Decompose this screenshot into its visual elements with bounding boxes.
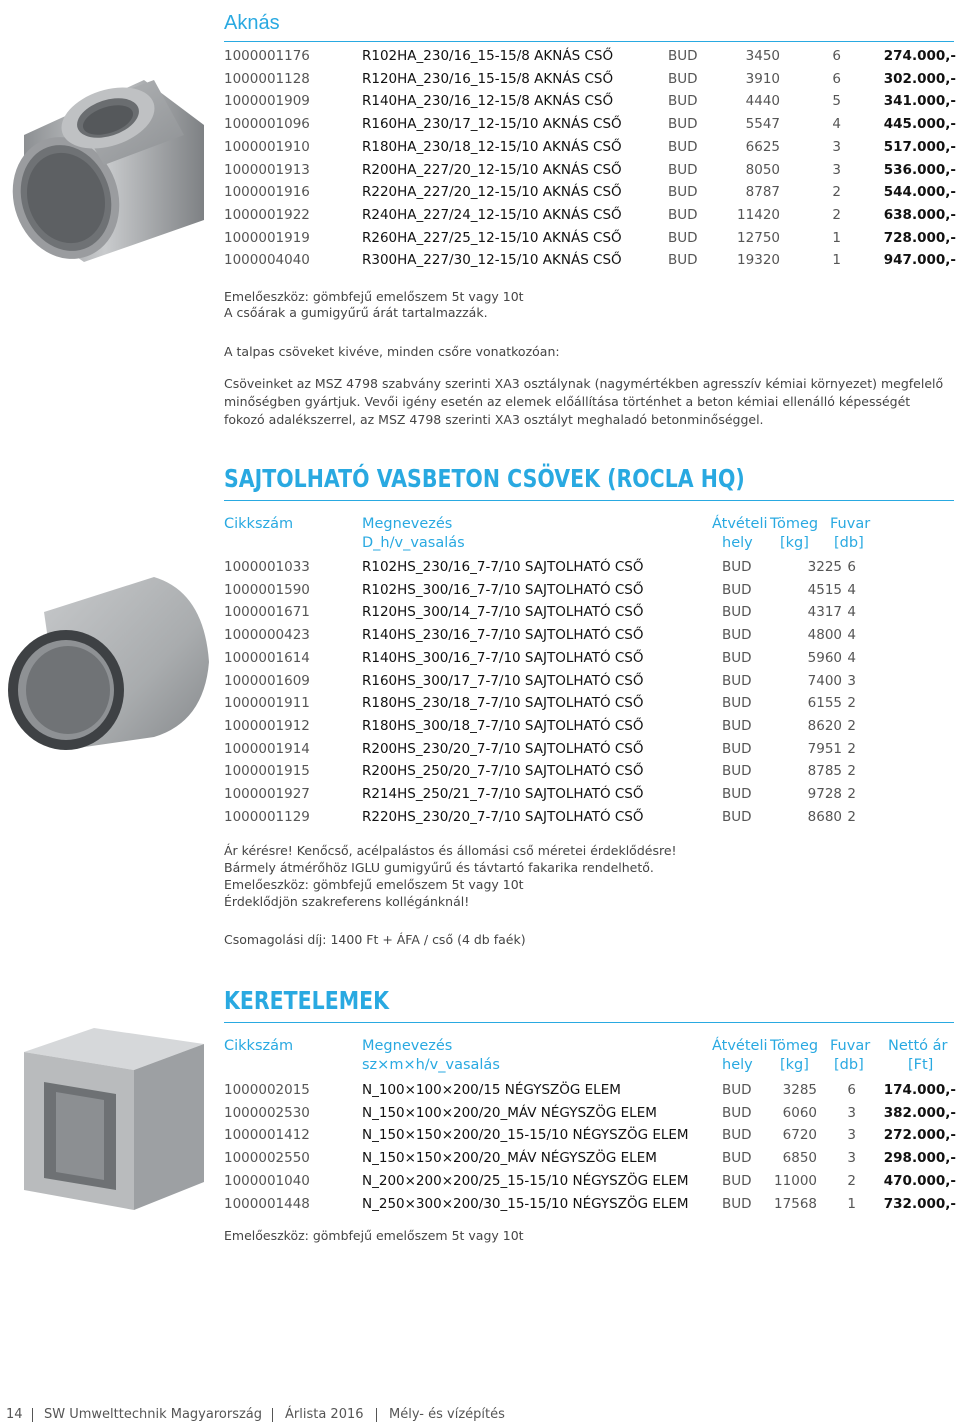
col-header-code: Cikkszám xyxy=(224,516,294,532)
row-weight: 9728 xyxy=(807,786,842,802)
row-code: 1000000423 xyxy=(224,627,310,644)
row-location: BUD xyxy=(668,206,698,223)
row-name: R120HA_230/16_15-15/8 AKNÁS CSŐ xyxy=(362,70,614,87)
table-row xyxy=(224,1170,956,1192)
row-location: BUD xyxy=(722,1195,752,1212)
row-name: R102HA_230/16_15-15/8 AKNÁS CSŐ xyxy=(362,48,614,64)
row-weight: 3910 xyxy=(745,70,780,87)
row-weight: 8050 xyxy=(745,161,780,178)
row-name: N_150×150×200/20_MÁV NÉGYSZÖG ELEM xyxy=(362,1150,657,1167)
col-header-name-sub: sz×m×h/v_vasalás xyxy=(362,1057,500,1073)
table-row xyxy=(224,601,956,623)
page-footer xyxy=(0,1406,960,1424)
row-code: 1000001911 xyxy=(224,695,310,712)
note-contact: Érdeklődjön szakreferens kollégánknál! xyxy=(224,894,470,909)
table-row xyxy=(224,579,956,601)
table-row xyxy=(224,692,956,714)
row-name: R220HS_230/20_7-7/10 SAJTOLHATÓ CSŐ xyxy=(362,808,644,825)
row-location: BUD xyxy=(722,1127,752,1144)
row-name: R260HA_227/25_12-15/10 AKNÁS CSŐ xyxy=(362,229,622,246)
row-code: 1000001609 xyxy=(224,672,310,689)
row-price: 732.000,- xyxy=(883,1195,956,1212)
col-header-location-sub: hely xyxy=(722,535,753,551)
table-row xyxy=(224,159,956,181)
row-location: BUD xyxy=(668,252,698,269)
row-code: 1000001912 xyxy=(224,717,310,734)
note-price-request: Ár kérésre! Kenőcső, acélpalástos és állomási cső méretei érdeklődésre! xyxy=(224,843,677,858)
row-freight: 6 xyxy=(847,559,856,575)
row-location: BUD xyxy=(722,763,752,780)
row-location: BUD xyxy=(668,229,698,246)
row-name: R140HS_300/16_7-7/10 SAJTOLHATÓ CSŐ xyxy=(362,649,644,666)
paragraph-line: fokozó adalékszerrel, az MSZ 4798 szerinti XA3 osztályt meghaladó betonminőséggel. xyxy=(224,412,764,427)
row-freight: 6 xyxy=(847,1082,856,1098)
footer-separator xyxy=(272,1408,273,1422)
row-weight: 4317 xyxy=(807,604,842,621)
col-header-price-sub: [Ft] xyxy=(908,1057,934,1073)
table-row xyxy=(224,181,956,203)
col-header-freight: Fuvar xyxy=(830,1038,871,1054)
table-row xyxy=(224,1193,956,1215)
row-code: 1000001040 xyxy=(224,1172,310,1189)
row-code: 1000001916 xyxy=(224,184,310,201)
row-freight: 3 xyxy=(832,161,841,178)
row-price: 638.000,- xyxy=(883,206,956,223)
page-number: 14 xyxy=(6,1407,23,1422)
row-location: BUD xyxy=(668,48,698,64)
row-name: N_150×100×200/20_MÁV NÉGYSZÖG ELEM xyxy=(362,1104,657,1121)
row-weight: 3285 xyxy=(782,1082,817,1098)
col-header-location-sub: hely xyxy=(722,1057,753,1073)
row-location: BUD xyxy=(722,672,752,689)
row-freight: 4 xyxy=(832,116,841,133)
col-header-location: Átvételi xyxy=(712,1038,768,1054)
row-price: 947.000,- xyxy=(883,252,956,269)
row-freight: 4 xyxy=(847,581,856,598)
row-location: BUD xyxy=(722,1104,752,1121)
row-weight: 8680 xyxy=(807,808,842,825)
row-name: R200HS_250/20_7-7/10 SAJTOLHATÓ CSŐ xyxy=(362,763,644,780)
table-row xyxy=(224,113,956,135)
row-location: BUD xyxy=(722,1172,752,1189)
col-header-weight: Tömeg xyxy=(770,1038,819,1054)
row-name: R240HA_227/24_12-15/10 AKNÁS CSŐ xyxy=(362,206,622,223)
row-name: R214HS_250/21_7-7/10 SAJTOLHATÓ CSŐ xyxy=(362,786,644,802)
section-rule xyxy=(224,1022,954,1023)
row-price: 302.000,- xyxy=(883,70,956,87)
row-freight: 3 xyxy=(847,1150,856,1167)
table-row xyxy=(224,45,956,67)
col-header-code: Cikkszám xyxy=(224,1038,294,1054)
section-title-sajtolhato: SAJTOLHATÓ VASBETON CSÖVEK (ROCLA HQ) xyxy=(224,464,745,493)
table-row xyxy=(224,1102,956,1124)
row-weight: 11420 xyxy=(737,206,780,223)
table-row xyxy=(224,760,956,782)
row-code: 1000001910 xyxy=(224,138,310,155)
table-row xyxy=(224,783,956,805)
footer-separator xyxy=(32,1408,33,1422)
row-weight: 6060 xyxy=(782,1104,817,1121)
row-location: BUD xyxy=(668,138,698,155)
row-weight: 4440 xyxy=(745,93,780,110)
paragraph-line: Csöveinket az MSZ 4798 szabvány szerinti XA3 osztálynak (nagymértékben agresszív kémiai környezet) megfelelő xyxy=(224,376,944,391)
row-freight: 4 xyxy=(847,627,856,644)
row-weight: 8787 xyxy=(745,184,780,201)
col-header-location: Átvételi xyxy=(712,516,768,532)
row-name: N_150×150×200/20_15-15/10 NÉGYSZÖG ELEM xyxy=(362,1127,689,1144)
row-location: BUD xyxy=(722,740,752,757)
note-lifting: Emelőeszköz: gömbfejű emelőszem 5t vagy 10t xyxy=(224,289,524,304)
table-row xyxy=(224,715,956,737)
table-row xyxy=(224,738,956,760)
row-freight: 2 xyxy=(847,786,856,802)
row-freight: 2 xyxy=(847,808,856,825)
row-price: 341.000,- xyxy=(883,93,956,110)
section-title-keretelemek: KERETELEMEK xyxy=(224,986,390,1015)
col-header-name-sub: D_h/v_vasalás xyxy=(362,535,465,551)
row-weight: 11000 xyxy=(774,1172,817,1189)
row-freight: 2 xyxy=(847,717,856,734)
table-row xyxy=(224,670,956,692)
row-freight: 1 xyxy=(832,252,841,269)
note-except: A talpas csöveket kivéve, minden csőre vonatkozóan: xyxy=(224,344,560,359)
row-location: BUD xyxy=(668,70,698,87)
note-lifting: Emelőeszköz: gömbfejű emelőszem 5t vagy 10t xyxy=(224,877,524,892)
row-code: 1000001927 xyxy=(224,786,310,802)
row-weight: 4515 xyxy=(807,581,842,598)
row-code: 1000002530 xyxy=(224,1104,310,1121)
note-gasket: A csőárak a gumigyűrű árát tartalmazzák. xyxy=(224,305,488,320)
note-iglu: Bármely átmérőhöz IGLU gumigyűrű és távtartó fakarika rendelhető. xyxy=(224,860,654,875)
row-location: BUD xyxy=(668,93,698,110)
row-code: 1000002015 xyxy=(224,1082,310,1098)
row-name: N_100×100×200/15 NÉGYSZÖG ELEM xyxy=(362,1082,621,1098)
row-code: 1000001448 xyxy=(224,1195,310,1212)
row-location: BUD xyxy=(722,604,752,621)
row-code: 1000001590 xyxy=(224,581,310,598)
row-price: 544.000,- xyxy=(883,184,956,201)
row-name: R140HS_230/16_7-7/10 SAJTOLHATÓ CSŐ xyxy=(362,627,644,644)
table-row xyxy=(224,1079,956,1101)
row-weight: 4800 xyxy=(807,627,842,644)
row-freight: 3 xyxy=(847,672,856,689)
row-code: 1000001913 xyxy=(224,161,310,178)
row-freight: 3 xyxy=(847,1104,856,1121)
section-title-aknas: Aknás xyxy=(224,12,280,34)
col-header-price: Nettó ár xyxy=(888,1038,948,1054)
row-code: 1000001033 xyxy=(224,559,310,575)
row-location: BUD xyxy=(722,717,752,734)
table-row xyxy=(224,647,956,669)
col-header-freight-sub: [db] xyxy=(834,1057,864,1073)
col-header-freight-sub: [db] xyxy=(834,535,864,551)
row-name: R102HS_300/16_7-7/10 SAJTOLHATÓ CSŐ xyxy=(362,581,644,598)
row-freight: 2 xyxy=(832,206,841,223)
row-code: 1000001922 xyxy=(224,206,310,223)
row-price: 298.000,- xyxy=(883,1150,956,1167)
row-location: BUD xyxy=(722,786,752,802)
row-weight: 7951 xyxy=(807,740,842,757)
note-lifting: Emelőeszköz: gömbfejű emelőszem 5t vagy 10t xyxy=(224,1228,524,1243)
row-location: BUD xyxy=(668,184,698,201)
row-freight: 1 xyxy=(832,229,841,246)
row-name: R160HA_230/17_12-15/10 AKNÁS CSŐ xyxy=(362,116,622,133)
row-name: R220HA_227/20_12-15/10 AKNÁS CSŐ xyxy=(362,184,622,201)
row-weight: 6625 xyxy=(745,138,780,155)
row-location: BUD xyxy=(722,695,752,712)
row-code: 1000001914 xyxy=(224,740,310,757)
row-name: R102HS_230/16_7-7/10 SAJTOLHATÓ CSŐ xyxy=(362,559,644,575)
row-weight: 12750 xyxy=(737,229,780,246)
row-code: 1000002550 xyxy=(224,1150,310,1167)
row-freight: 3 xyxy=(847,1127,856,1144)
row-location: BUD xyxy=(722,581,752,598)
footer-separator xyxy=(376,1408,377,1422)
table-row xyxy=(224,624,956,646)
row-location: BUD xyxy=(668,116,698,133)
row-code: 1000004040 xyxy=(224,252,310,269)
table-row xyxy=(224,136,956,158)
row-weight: 19320 xyxy=(737,252,780,269)
row-name: R180HS_300/18_7-7/10 SAJTOLHATÓ CSŐ xyxy=(362,717,644,734)
row-name: R120HS_300/14_7-7/10 SAJTOLHATÓ CSŐ xyxy=(362,604,644,621)
jacking-pipe-image xyxy=(4,572,216,754)
table-row xyxy=(224,249,956,271)
row-weight: 6850 xyxy=(782,1150,817,1167)
row-location: BUD xyxy=(722,1150,752,1167)
row-price: 728.000,- xyxy=(883,229,956,246)
table-row xyxy=(224,556,956,578)
row-freight: 2 xyxy=(847,695,856,712)
row-weight: 3450 xyxy=(745,48,780,64)
row-name: N_200×200×200/25_15-15/10 NÉGYSZÖG ELEM xyxy=(362,1172,689,1189)
row-price: 470.000,- xyxy=(883,1172,956,1189)
row-weight: 3225 xyxy=(807,559,842,575)
table-row xyxy=(224,1124,956,1146)
row-location: BUD xyxy=(722,559,752,575)
row-code: 1000001919 xyxy=(224,229,310,246)
row-code: 1000001909 xyxy=(224,93,310,110)
col-header-freight: Fuvar xyxy=(830,516,871,532)
row-code: 1000001128 xyxy=(224,70,310,87)
row-weight: 7400 xyxy=(807,672,842,689)
footer-section: Mély- és vízépítés xyxy=(389,1407,505,1422)
row-freight: 2 xyxy=(832,184,841,201)
row-freight: 4 xyxy=(847,604,856,621)
row-code: 1000001412 xyxy=(224,1127,310,1144)
row-name: R160HS_300/17_7-7/10 SAJTOLHATÓ CSŐ xyxy=(362,672,644,689)
col-header-weight-sub: [kg] xyxy=(780,535,809,551)
col-header-name: Megnevezés xyxy=(362,1038,453,1054)
row-weight: 6720 xyxy=(782,1127,817,1144)
row-code: 1000001671 xyxy=(224,604,310,621)
row-freight: 2 xyxy=(847,1172,856,1189)
row-price: 274.000,- xyxy=(883,48,956,64)
row-price: 445.000,- xyxy=(883,116,956,133)
row-price: 382.000,- xyxy=(883,1104,956,1121)
row-code: 1000001176 xyxy=(224,48,310,64)
row-location: BUD xyxy=(722,1082,752,1098)
paragraph-line: minőségben gyártjuk. Vevői igény esetén az elemek előállítása történhet a beton kémiai ellenálló képességét xyxy=(224,394,911,409)
note-packaging: Csomagolási díj: 1400 Ft + ÁFA / cső (4 db faék) xyxy=(224,932,526,947)
row-name: R200HA_227/20_12-15/10 AKNÁS CSŐ xyxy=(362,161,622,178)
row-location: BUD xyxy=(722,649,752,666)
table-row xyxy=(224,1147,956,1169)
row-freight: 5 xyxy=(832,93,841,110)
row-code: 1000001096 xyxy=(224,116,310,133)
row-price: 174.000,- xyxy=(883,1082,956,1098)
row-price: 272.000,- xyxy=(883,1127,956,1144)
col-header-weight: Tömeg xyxy=(770,516,819,532)
footer-document: Árlista 2016 xyxy=(285,1407,364,1422)
row-name: R140HA_230/16_12-15/8 AKNÁS CSŐ xyxy=(362,93,614,110)
row-freight: 2 xyxy=(847,740,856,757)
section-rule xyxy=(224,500,954,501)
row-weight: 5547 xyxy=(745,116,780,133)
section-rule xyxy=(224,41,954,42)
row-code: 1000001915 xyxy=(224,763,310,780)
table-row xyxy=(224,227,956,249)
footer-company: SW Umwelttechnik Magyarország xyxy=(44,1407,263,1422)
row-price: 517.000,- xyxy=(883,138,956,155)
row-freight: 4 xyxy=(847,649,856,666)
row-weight: 5960 xyxy=(807,649,842,666)
row-freight: 6 xyxy=(832,48,841,64)
col-header-name: Megnevezés xyxy=(362,516,453,532)
row-location: BUD xyxy=(668,161,698,178)
row-name: R300HA_227/30_12-15/10 AKNÁS CSŐ xyxy=(362,252,622,269)
row-freight: 3 xyxy=(832,138,841,155)
row-freight: 6 xyxy=(832,70,841,87)
row-name: R180HA_230/18_12-15/10 AKNÁS CSŐ xyxy=(362,138,622,155)
row-weight: 17568 xyxy=(774,1195,817,1212)
row-name: R180HS_230/18_7-7/10 SAJTOLHATÓ CSŐ xyxy=(362,695,644,712)
row-name: N_250×300×200/30_15-15/10 NÉGYSZÖG ELEM xyxy=(362,1195,689,1212)
manhole-pipe-image xyxy=(4,40,216,265)
row-freight: 2 xyxy=(847,763,856,780)
row-code: 1000001129 xyxy=(224,808,310,825)
row-location: BUD xyxy=(722,808,752,825)
row-weight: 6155 xyxy=(807,695,842,712)
table-row xyxy=(224,806,956,828)
row-name: R200HS_230/20_7-7/10 SAJTOLHATÓ CSŐ xyxy=(362,740,644,757)
table-row xyxy=(224,90,956,112)
row-code: 1000001614 xyxy=(224,649,310,666)
box-culvert-image xyxy=(4,1022,216,1212)
row-weight: 8785 xyxy=(807,763,842,780)
col-header-weight-sub: [kg] xyxy=(780,1057,809,1073)
row-location: BUD xyxy=(722,627,752,644)
row-freight: 1 xyxy=(847,1195,856,1212)
row-price: 536.000,- xyxy=(883,161,956,178)
row-weight: 8620 xyxy=(807,717,842,734)
table-row xyxy=(224,68,956,90)
table-row xyxy=(224,204,956,226)
